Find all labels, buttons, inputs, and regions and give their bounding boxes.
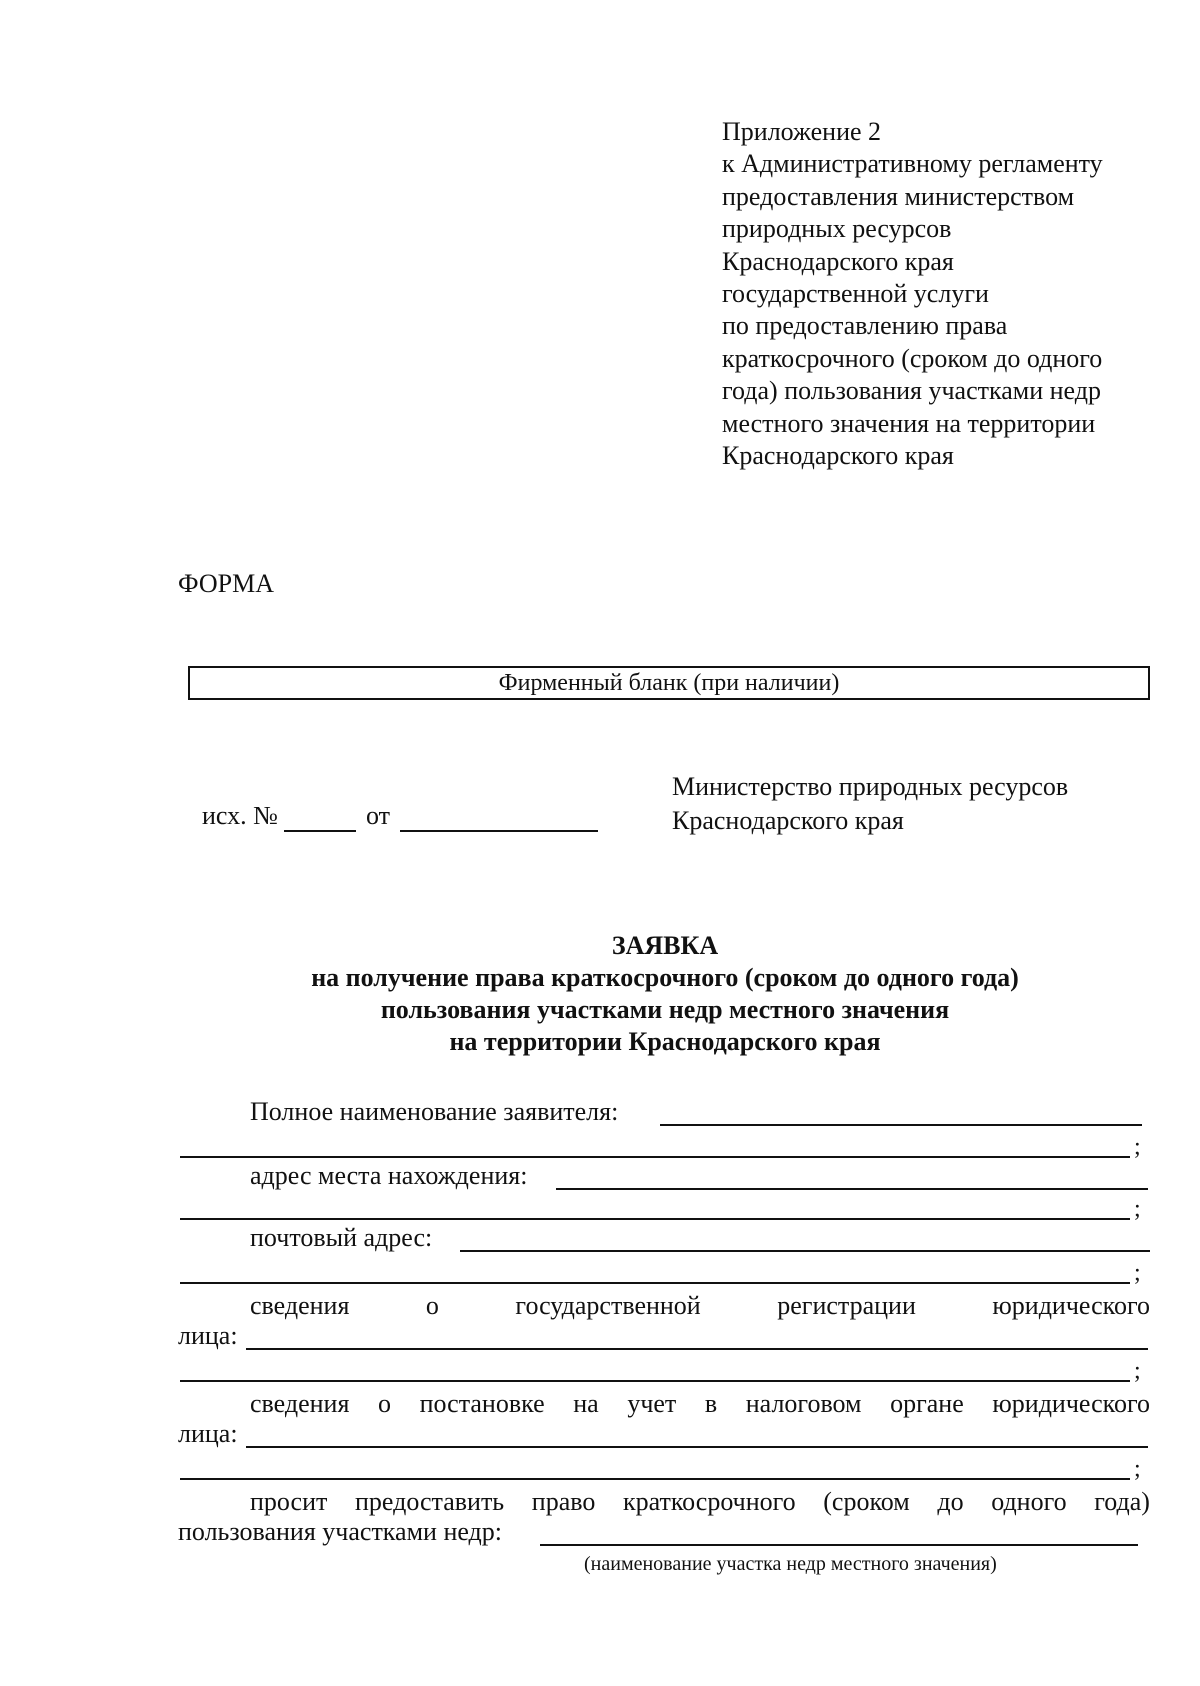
registration-label-cont: лица:	[178, 1321, 238, 1350]
recipient-block	[672, 770, 1068, 838]
request-word: краткосрочного	[622, 1487, 796, 1516]
registration-label	[250, 1290, 1150, 1322]
appendix-line: по предоставлению права	[722, 311, 1008, 341]
request-word: (сроком	[823, 1487, 910, 1516]
request-word: одного	[991, 1487, 1067, 1516]
application-title	[180, 930, 1150, 1058]
appendix-line: предоставления министерством	[722, 181, 1075, 211]
semicolon: ;	[1134, 1134, 1141, 1160]
postal-label: почтовый адрес:	[250, 1223, 433, 1252]
form-label: ФОРМА	[178, 569, 274, 598]
tax-label-cont: лица:	[178, 1419, 238, 1448]
registration-word: регистрации	[777, 1291, 916, 1320]
request-word: года)	[1094, 1487, 1150, 1516]
outgoing-date-field[interactable]	[400, 830, 598, 832]
request-word: право	[531, 1487, 596, 1516]
appendix-line: к Административному регламенту	[722, 149, 1103, 179]
semicolon: ;	[1134, 1456, 1141, 1482]
recipient-line: Министерство природных ресурсов	[672, 772, 1069, 801]
request-label-cont: пользования участками недр:	[178, 1517, 503, 1546]
plot-name-field[interactable]	[540, 1544, 1138, 1546]
tax-word: учет	[627, 1389, 677, 1418]
semicolon: ;	[1134, 1358, 1141, 1384]
request-word: до	[937, 1487, 964, 1516]
request-word: просит	[250, 1487, 328, 1516]
appendix-line: государственной услуги	[722, 279, 989, 309]
full-name-field[interactable]	[660, 1124, 1142, 1126]
outgoing-reference	[202, 800, 622, 834]
registration-word: сведения	[250, 1291, 350, 1320]
registration-field-cont[interactable]	[180, 1380, 1130, 1382]
appendix-line: Краснодарского края	[722, 246, 954, 276]
address-field[interactable]	[556, 1188, 1148, 1190]
tax-word: юридического	[992, 1389, 1150, 1418]
appendix-line: краткосрочного (сроком до одного	[722, 343, 1103, 373]
semicolon: ;	[1134, 1260, 1141, 1286]
plot-caption: (наименование участка недр местного значения)	[584, 1553, 997, 1575]
title-subtitle-line: на получение права краткосрочного (сроком до одного года)	[311, 963, 1019, 992]
registration-word: о	[425, 1291, 439, 1320]
semicolon: ;	[1134, 1196, 1141, 1222]
title-subtitle-line: пользования участками недр местного значения	[380, 995, 950, 1024]
full-name-label: Полное наименование заявителя:	[250, 1097, 619, 1126]
tax-word: налоговом	[745, 1389, 862, 1418]
request-word: предоставить	[355, 1487, 505, 1516]
request-label	[250, 1486, 1150, 1518]
appendix-line: года) пользования участками недр	[722, 376, 1101, 406]
tax-word: постановке	[419, 1389, 545, 1418]
appendix-line: местного значения на территории	[722, 408, 1096, 438]
registration-word: государственной	[515, 1291, 701, 1320]
address-field-cont[interactable]	[180, 1218, 1130, 1220]
outgoing-number-label: исх. №	[202, 801, 278, 830]
tax-label	[250, 1388, 1150, 1420]
full-name-field-cont[interactable]	[180, 1156, 1130, 1158]
tax-word: в	[704, 1389, 718, 1418]
address-label: адрес места нахождения:	[250, 1161, 528, 1190]
tax-word: на	[573, 1389, 599, 1418]
outgoing-date-label: от	[366, 801, 391, 830]
letterhead-box: Фирменный бланк (при наличии)	[188, 666, 1150, 700]
tax-field[interactable]	[246, 1446, 1148, 1448]
postal-field[interactable]	[460, 1250, 1150, 1252]
registration-word: юридического	[992, 1291, 1150, 1320]
postal-field-cont[interactable]	[180, 1282, 1130, 1284]
title-subtitle-line: на территории Краснодарского края	[449, 1027, 881, 1056]
tax-word: органе	[890, 1389, 964, 1418]
appendix-line: Краснодарского края	[722, 441, 954, 471]
recipient-line: Краснодарского края	[672, 806, 904, 835]
appendix-line: природных ресурсов	[722, 214, 952, 244]
tax-word: о	[378, 1389, 392, 1418]
appendix-header	[722, 116, 1103, 472]
tax-field-cont[interactable]	[180, 1478, 1130, 1480]
title-heading: ЗАЯВКА	[611, 931, 719, 960]
appendix-line: Приложение 2	[722, 117, 882, 146]
outgoing-number-field[interactable]	[284, 830, 356, 832]
registration-field[interactable]	[246, 1348, 1148, 1350]
tax-word: сведения	[250, 1389, 350, 1418]
